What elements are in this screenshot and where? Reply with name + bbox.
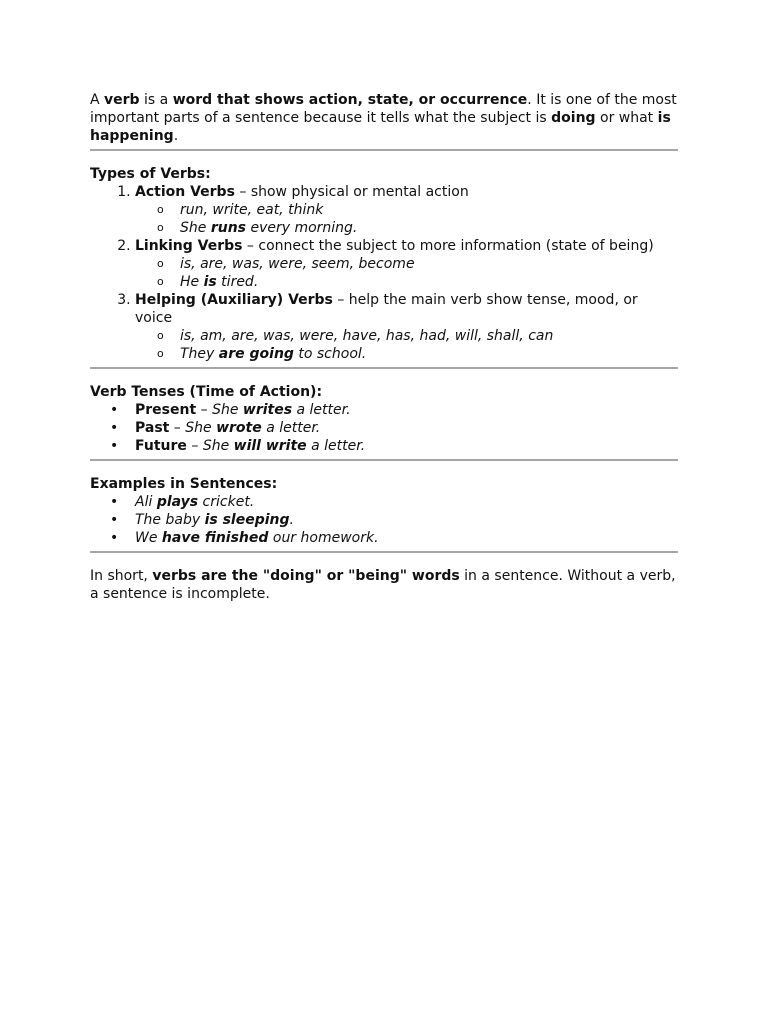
document-body xyxy=(90,91,678,603)
sentence-verb: is xyxy=(203,274,217,290)
sentence-verb: plays xyxy=(156,494,199,510)
sentence-verb: writes xyxy=(242,402,293,418)
tenses-heading: Verb Tenses (Time of Action): xyxy=(90,384,323,400)
sentence-verb: wrote xyxy=(216,420,262,436)
circle-bullet-icon: o xyxy=(157,347,164,360)
summary-paragraph xyxy=(90,567,678,603)
sentence-verb: is sleeping xyxy=(204,512,290,528)
bullet-icon: • xyxy=(110,494,119,510)
summary-text: in a sentence. Without a verb, a sentence is incomplete. xyxy=(90,568,676,602)
types-list xyxy=(90,183,678,363)
sentence-text: cricket. xyxy=(198,494,255,510)
intro-text: . xyxy=(173,128,179,144)
sentence-text: They xyxy=(180,346,219,362)
intro-text: . It is one of the most important parts of a sentence because it tells what the subject is xyxy=(90,92,677,126)
circle-bullet-icon: o xyxy=(157,257,164,270)
tense-name: Future xyxy=(135,438,187,454)
sentence-text: to school. xyxy=(293,346,367,362)
section-divider xyxy=(90,149,678,151)
list-item xyxy=(157,201,678,219)
intro-paragraph xyxy=(90,91,678,145)
sentence-verb: runs xyxy=(210,220,246,236)
list-item-example xyxy=(110,529,678,547)
sentence-text: The baby xyxy=(135,512,205,528)
bullet-icon: • xyxy=(110,438,119,454)
circle-bullet-icon: o xyxy=(157,329,164,342)
list-item xyxy=(157,255,678,273)
intro-bold: word that shows action, state, or occurrence xyxy=(172,92,528,108)
separator: – xyxy=(186,438,203,454)
sentence-text: tired. xyxy=(216,274,259,290)
sentence-text: every morning. xyxy=(246,220,358,236)
sentence-text: She xyxy=(185,420,217,436)
section-divider xyxy=(90,367,678,369)
bullet-icon: • xyxy=(110,512,119,528)
sentence-verb: have finished xyxy=(161,530,269,546)
type-examples xyxy=(135,255,678,291)
separator: – xyxy=(169,420,186,436)
summary-bold: verbs are the "doing" or "being" words xyxy=(152,568,460,584)
circle-bullet-icon: o xyxy=(157,221,164,234)
type-examples xyxy=(135,201,678,237)
sentence-text: He xyxy=(180,274,204,290)
type-description: – help the main verb show tense, mood, or voice xyxy=(135,292,638,326)
sentence-text: She xyxy=(180,220,211,236)
bullet-icon: • xyxy=(110,402,119,418)
intro-bold: doing xyxy=(551,110,596,126)
intro-text: A xyxy=(90,92,105,108)
type-name: Action Verbs xyxy=(135,184,235,200)
sentence-text: She xyxy=(202,438,234,454)
list-item-example xyxy=(110,511,678,529)
sentence-text: a letter. xyxy=(306,438,366,454)
list-item xyxy=(157,345,678,363)
example-words: is, are, was, were, seem, become xyxy=(180,256,415,272)
circle-bullet-icon: o xyxy=(157,203,164,216)
tense-name: Past xyxy=(135,420,170,436)
intro-bold: verb xyxy=(104,92,140,108)
sentence-text: She xyxy=(212,402,243,418)
summary-text: In short, xyxy=(90,568,153,584)
separator: – xyxy=(196,402,213,418)
sentence-text: . xyxy=(289,512,294,528)
list-item-type xyxy=(135,291,678,363)
type-name: Linking Verbs xyxy=(135,238,243,254)
example-words: run, write, eat, think xyxy=(180,202,324,218)
list-item-tense xyxy=(110,401,678,419)
intro-text: is a xyxy=(139,92,173,108)
examples-list xyxy=(90,493,678,547)
sentence-text: a letter. xyxy=(261,420,321,436)
list-item-type xyxy=(135,183,678,237)
examples-heading: Examples in Sentences: xyxy=(90,476,278,492)
intro-bold: is happening xyxy=(90,110,671,144)
sentence-verb: will write xyxy=(233,438,307,454)
example-words: is, am, are, was, were, have, has, had, will, shall, can xyxy=(180,328,554,344)
list-item-tense xyxy=(110,419,678,437)
sentence-text: Ali xyxy=(135,494,157,510)
tense-name: Present xyxy=(135,402,197,418)
list-item-tense xyxy=(110,437,678,455)
type-description: – show physical or mental action xyxy=(234,184,469,200)
section-divider xyxy=(90,551,678,553)
section-divider xyxy=(90,459,678,461)
bullet-icon: • xyxy=(110,420,119,436)
list-item-type xyxy=(135,237,678,291)
list-item-example xyxy=(110,493,678,511)
sentence-text: We xyxy=(135,530,162,546)
sentence-verb: are going xyxy=(218,346,294,362)
type-name: Helping (Auxiliary) Verbs xyxy=(135,292,333,308)
type-examples xyxy=(135,327,678,363)
sentence-text: our homework. xyxy=(268,530,379,546)
list-item xyxy=(157,273,678,291)
intro-text: or what xyxy=(595,110,658,126)
bullet-icon: • xyxy=(110,530,119,546)
list-item xyxy=(157,219,678,237)
type-description: – connect the subject to more information (state of being) xyxy=(242,238,654,254)
sentence-text: a letter. xyxy=(292,402,351,418)
tenses-list xyxy=(90,401,678,455)
list-item xyxy=(157,327,678,345)
circle-bullet-icon: o xyxy=(157,275,164,288)
types-heading: Types of Verbs: xyxy=(90,166,211,182)
